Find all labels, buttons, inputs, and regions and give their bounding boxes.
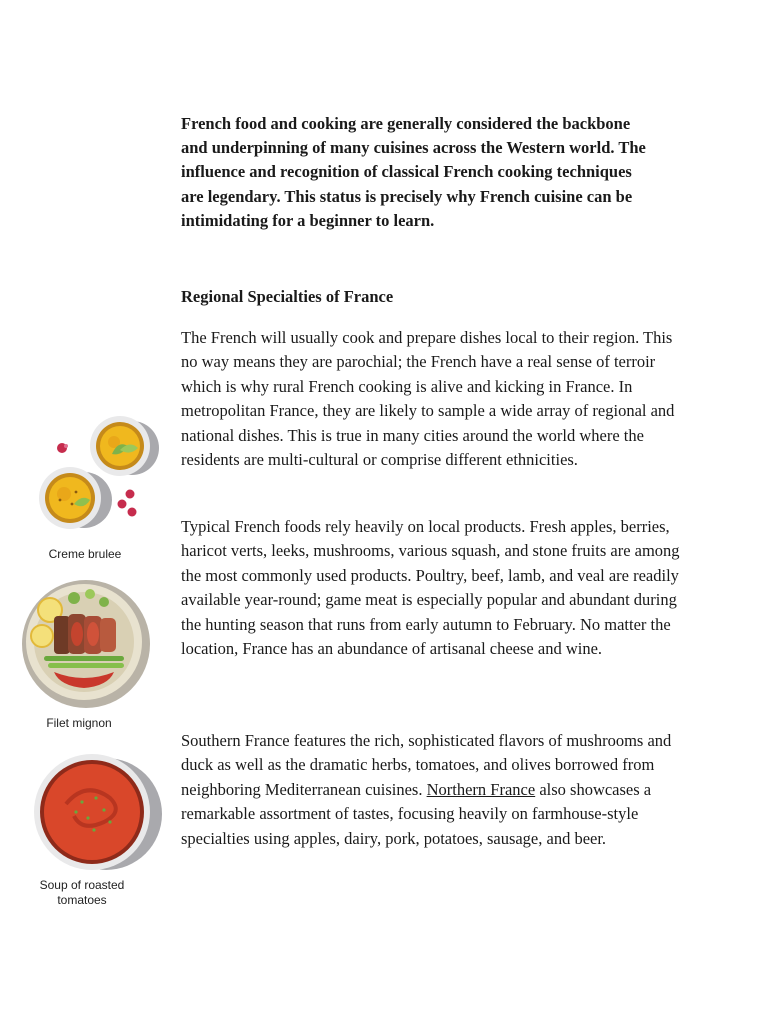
intro-paragraph: French food and cooking are generally considered the backbone and underpinning of many cuisines across the Western world. The influence and recognition of classical French cooking techniques are legendary. This status is precisely why French cuisine can be intimidating for a beginner to learn.	[181, 113, 646, 231]
section-heading: Regional Specialties of France	[181, 287, 394, 306]
paragraph-text-before-link: Southern France features the rich, sophisticated flavors of mushrooms and duck as well as the dramatic herbs, tomatoes, and olives borrowed from neighboring Mediterranean cuisines.	[181, 731, 672, 799]
filet-mignon-caption: Filet mignon	[46, 716, 112, 730]
creme-brulee-illustration	[24, 408, 164, 538]
tomato-soup-illustration	[26, 754, 166, 874]
paragraph-regional: The French will usually cook and prepare dishes local to their region. This no way means they are parochial; the French have a real sense of terroir which is why rural French cooking is alive and kicking in France. In metropolitan France, they are likely to sample a wide array of regional and national dishes. This is true in many cities around the world where the residents are multi-cultural or comprise different ethnicities.	[181, 328, 675, 470]
filet-mignon-illustration	[14, 576, 154, 712]
tomato-soup-caption	[22, 878, 142, 908]
creme-brulee-caption: Creme brulee	[48, 547, 122, 561]
paragraph-text-after-link: also showcases a remarkable assortment of tastes, focusing heavily on farmhouse-style specialties using apples, dairy, pork, potatoes, sausage, and beer.	[181, 779, 652, 848]
northern-france-link[interactable]: Northern France	[426, 779, 536, 799]
paragraph-southern-northern	[181, 729, 681, 851]
soup-caption-line-2: tomatoes	[57, 893, 107, 907]
soup-caption-line-1: Soup of roasted	[39, 878, 125, 892]
paragraph-local-products: Typical French foods rely heavily on local products. Fresh apples, berries, haricot verts, leeks, mushrooms, various squash, and stone fruits are among the most commonly used products. Poultry, beef, lamb, and veal are readily available year-round; game meat is especially popular and abundant during the hunting season that runs from early autumn to February. No matter the location, France has an abundance of artisanal cheese and wine.	[181, 517, 680, 659]
